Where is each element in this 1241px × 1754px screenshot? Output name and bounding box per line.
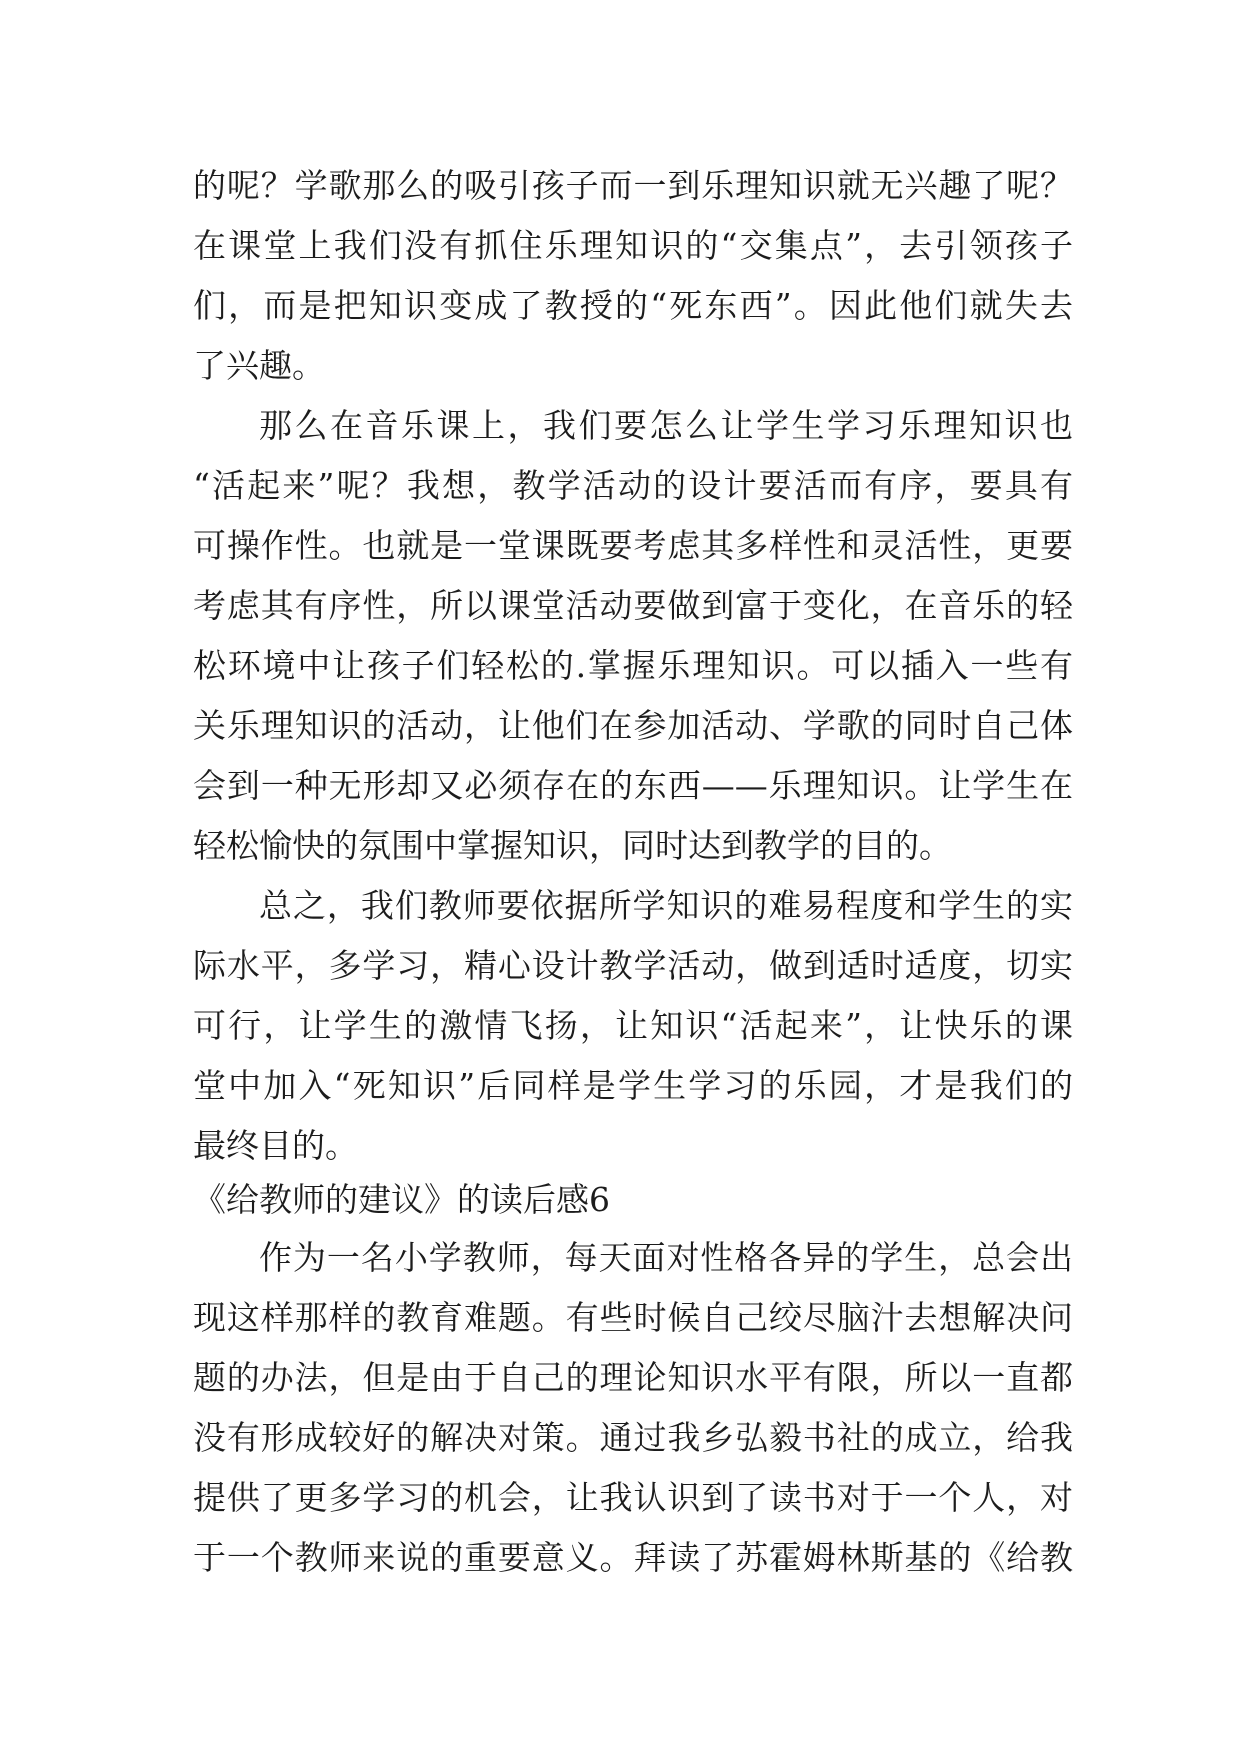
section-heading: 《给教师的建议》的读后感6 <box>193 1180 610 1219</box>
paragraph-line: 那么在音乐课上，我们要怎么让学生学习乐理知识也 <box>259 406 1073 445</box>
paragraph-line: 可操作性。也就是一堂课既要考虑其多样性和灵活性，更要 <box>193 526 1073 565</box>
paragraph-line: 在课堂上我们没有抓住乐理知识的“交集点”，去引领孩子 <box>193 226 1073 265</box>
paragraph-line: 总之，我们教师要依据所学知识的难易程度和学生的实 <box>259 886 1073 925</box>
paragraph-line: 提供了更多学习的机会，让我认识到了读书对于一个人，对 <box>193 1478 1073 1517</box>
paragraph-line: 题的办法，但是由于自己的理论知识水平有限，所以一直都 <box>193 1358 1073 1397</box>
paragraph-line: 没有形成较好的解决对策。通过我乡弘毅书社的成立，给我 <box>193 1418 1073 1457</box>
paragraph-line: 最终目的。 <box>193 1126 358 1165</box>
paragraph-line: 作为一名小学教师，每天面对性格各异的学生，总会出 <box>259 1238 1073 1277</box>
paragraph-line: 际水平，多学习，精心设计教学活动，做到适时适度，切实 <box>193 946 1073 985</box>
paragraph-line: 们，而是把知识变成了教授的“死东西”。因此他们就失去 <box>193 286 1073 325</box>
paragraph-line: 松环境中让孩子们轻松的.掌握乐理知识。可以插入一些有 <box>193 646 1073 685</box>
paragraph-line: 于一个教师来说的重要意义。拜读了苏霍姆林斯基的《给教 <box>193 1538 1073 1577</box>
paragraph-line: 关乐理知识的活动，让他们在参加活动、学歌的同时自己体 <box>193 706 1073 745</box>
paragraph-line: 会到一种无形却又必须存在的东西——乐理知识。让学生在 <box>193 766 1073 805</box>
paragraph-line: 现这样那样的教育难题。有些时候自己绞尽脑汁去想解决问 <box>193 1298 1073 1337</box>
paragraph-line: “活起来”呢？我想，教学活动的设计要活而有序，要具有 <box>193 466 1073 505</box>
paragraph-line: 考虑其有序性，所以课堂活动要做到富于变化，在音乐的轻 <box>193 586 1073 625</box>
paragraph-line: 轻松愉快的氛围中掌握知识，同时达到教学的目的。 <box>193 826 952 865</box>
paragraph-line: 可行，让学生的激情飞扬，让知识“活起来”，让快乐的课 <box>193 1006 1073 1045</box>
paragraph-line: 堂中加入“死知识”后同样是学生学习的乐园，才是我们的 <box>193 1066 1073 1105</box>
paragraph-line: 的呢？学歌那么的吸引孩子而一到乐理知识就无兴趣了呢？ <box>193 166 1073 205</box>
paragraph-line: 了兴趣。 <box>193 346 325 385</box>
